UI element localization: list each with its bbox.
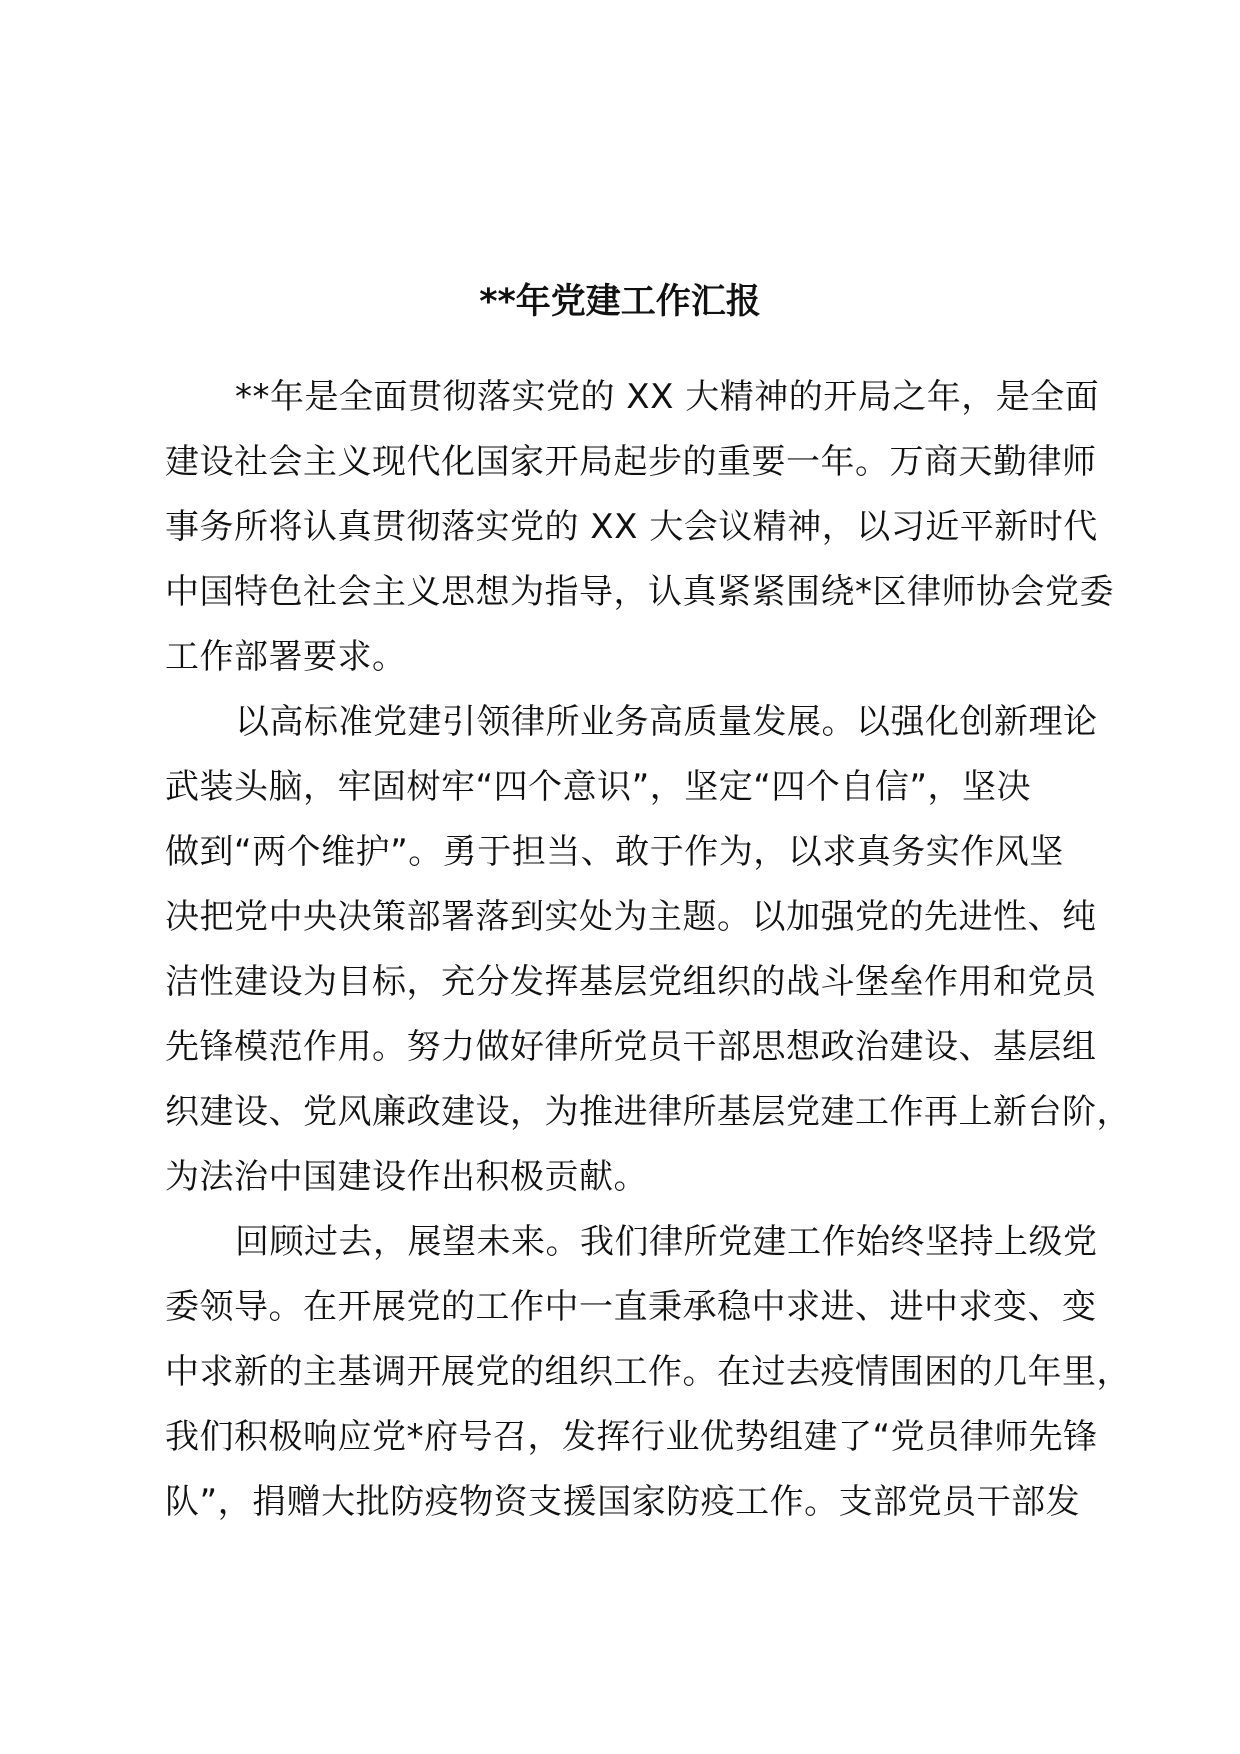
paragraph-line: **年是全面贯彻落实党的 XX 大精神的开局之年，是全面 — [235, 377, 1100, 417]
paragraph-line: 委领导。在开展党的工作中一直秉承稳中求进、进中求变、变 — [165, 1287, 1097, 1327]
paragraph-line: 决把党中央决策部署落到实处为主题。以加强党的先进性、纯 — [165, 897, 1097, 937]
paragraph-line: 事务所将认真贯彻落实党的 XX 大会议精神，以习近平新时代 — [165, 507, 1098, 547]
paragraph-line: 回顾过去，展望未来。我们律所党建工作始终坚持上级党 — [235, 1222, 1098, 1262]
paragraph-line: 我们积极响应党*府号召，发挥行业优势组建了“党员律师先锋 — [165, 1417, 1098, 1457]
paragraph-line: 做到“两个维护”。勇于担当、敢于作为，以求真务实作风坚 — [165, 832, 1064, 872]
paragraph-line: 工作部署要求。 — [165, 637, 407, 677]
paragraph-line: 中求新的主基调开展党的组织工作。在过去疫情围困的几年里， — [165, 1352, 1131, 1392]
paragraph-line: 先锋模范作用。努力做好律所党员干部思想政治建设、基层组 — [165, 1027, 1097, 1067]
paragraph-line: 队”，捐赠大批防疫物资支援国家防疫工作。支部党员干部发 — [165, 1482, 1081, 1522]
document-body — [165, 365, 1131, 1535]
paragraph-line: 织建设、党风廉政建设，为推进律所基层党建工作再上新台阶， — [165, 1092, 1131, 1132]
paragraph-line: 洁性建设为目标，充分发挥基层党组织的战斗堡垒作用和党员 — [165, 962, 1097, 1002]
document-title: **年党建工作汇报 — [479, 282, 761, 322]
paragraph-line: 武装头脑，牢固树牢“四个意识”，坚定“四个自信”，坚决 — [165, 767, 1031, 807]
paragraph-line: 建设社会主义现代化国家开局起步的重要一年。万商天勤律师 — [165, 442, 1097, 482]
paragraph-line: 中国特色社会主义思想为指导，认真紧紧围绕*区律师协会党委 — [165, 572, 1114, 612]
paragraph-line: 以高标准党建引领律所业务高质量发展。以强化创新理论 — [235, 702, 1098, 742]
paragraph-line: 为法治中国建设作出积极贡献。 — [165, 1157, 648, 1197]
